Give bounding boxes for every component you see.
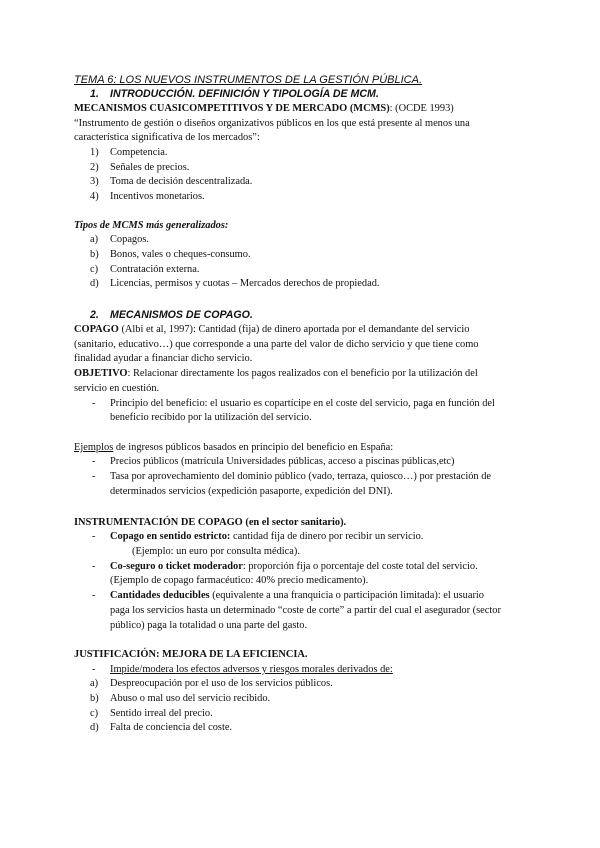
list-text: Toma de decisión descentralizada. <box>110 176 253 187</box>
document-title: TEMA 6: LOS NUEVOS INSTRUMENTOS DE LA GESTIÓN PÚBLICA. <box>74 74 422 86</box>
list-marker: a) <box>90 678 99 689</box>
list-text: Contratación externa. <box>110 264 200 275</box>
list-marker: - <box>92 456 96 467</box>
list-marker: d) <box>90 278 99 289</box>
copago-line-2: (sanitario, educativo…) que corresponde a una parte del valor de dicho servicio y que tiene como <box>74 339 479 350</box>
list-marker: c) <box>90 708 99 719</box>
copago-definition: (Albi et al, 1997): Cantidad (fija) de dinero aportada por el demandante del servicio <box>118 324 470 335</box>
list-marker: - <box>92 471 96 482</box>
list-marker: b) <box>90 693 99 704</box>
list-text: Tasa por aprovechamiento del dominio público (vado, terraza, quiosco…) por prestación de <box>110 471 491 482</box>
list-text <box>110 530 423 544</box>
section-1-title: INTRODUCCIÓN. DEFINICIÓN Y TIPOLOGÍA DE MCM. <box>110 88 379 100</box>
deducibles-term: Cantidades deducibles <box>110 590 210 601</box>
types-heading: Tipos de MCMS más generalizados: <box>74 220 229 231</box>
list-marker: 3) <box>90 176 99 187</box>
objetivo-line-1 <box>74 367 534 381</box>
section-2-title: MECANISMOS DE COPAGO. <box>110 309 253 321</box>
list-text: paga los servicios hasta un determinado “coste de corte” a partir del cual el asegurador (sector <box>110 605 501 616</box>
deducibles-definition: (equivalente a una franquicia o participación limitada): el usuario <box>209 590 484 601</box>
list-marker: 1) <box>90 147 99 158</box>
list-text: Copagos. <box>110 234 149 245</box>
list-text: Precios públicos (matrícula Universidades públicas, acceso a piscinas públicas,etc) <box>110 456 455 467</box>
mcm-term: MECANISMOS CUASICOMPETITIVOS Y DE MERCADO (MCMS) <box>74 103 390 114</box>
objetivo-line-2: servicio en cuestión. <box>74 383 160 394</box>
list-text: determinados servicios (expedición pasaporte, expedición del DNI). <box>110 486 393 497</box>
list-text: Sentido irreal del precio. <box>110 708 213 719</box>
list-text: Señales de precios. <box>110 162 190 173</box>
list-text: público) paga la totalidad o una parte del gasto. <box>110 620 308 631</box>
section-1-number: 1. <box>90 88 99 100</box>
list-marker: 2) <box>90 162 99 173</box>
justificacion-heading: JUSTIFICACIÓN: MEJORA DE LA EFICIENCIA. <box>74 649 308 660</box>
list-marker: - <box>92 664 96 675</box>
example-text: (Ejemplo de copago farmacéutico: 40% precio medicamento). <box>110 575 369 586</box>
objetivo-definition: : Relacionar directamente los pagos realizados con el beneficio por la utilización del <box>127 368 478 379</box>
list-text <box>110 560 478 574</box>
copago-estricto-definition: cantidad fija de dinero por recibir un servicio. <box>230 531 424 542</box>
mcm-quote-line-2: característica significativa de los mercados”: <box>74 132 260 143</box>
list-marker: a) <box>90 234 99 245</box>
section-2-number: 2. <box>90 309 99 321</box>
list-text: Competencia. <box>110 147 168 158</box>
mcm-definition-line <box>74 102 534 116</box>
list-text: Impide/modera los efectos adversos y riesgos morales derivados de: <box>110 664 393 675</box>
copago-line-3: finalidad ayudar a financiar dicho servicio. <box>74 353 253 364</box>
list-marker: - <box>92 590 96 601</box>
list-marker: - <box>92 561 96 572</box>
mcm-quote-line-1: “Instrumento de gestión o diseños organizativos públicos en los que está presente al menos una <box>74 118 470 129</box>
list-text: Abuso o mal uso del servicio recibido. <box>110 693 271 704</box>
copago-term: COPAGO <box>74 324 119 335</box>
example-text: (Ejemplo: un euro por consulta médica). <box>132 546 300 557</box>
coseguro-definition: : proporción fija o porcentaje del coste total del servicio. <box>242 561 478 572</box>
coseguro-term: Co-seguro o ticket moderador <box>110 561 243 572</box>
list-text <box>110 589 484 603</box>
instrumentacion-heading: INSTRUMENTACIÓN DE COPAGO (en el sector sanitario). <box>74 517 347 528</box>
list-marker: 4) <box>90 191 99 202</box>
principio-line-2: beneficio recibido por la utilización del servicio. <box>110 412 312 423</box>
list-text: Bonos, vales o cheques-consumo. <box>110 249 251 260</box>
list-text: Despreocupación por el uso de los servicios públicos. <box>110 678 333 689</box>
list-marker: - <box>92 398 96 409</box>
list-marker: - <box>92 531 96 542</box>
list-marker: b) <box>90 249 99 260</box>
copago-estricto-term: Copago en sentido estricto: <box>110 531 231 542</box>
principio-line-1: Principio del beneficio: el usuario es copartícipe en el coste del servicio, paga en función del <box>110 398 495 409</box>
ejemplos-line <box>74 441 534 455</box>
ejemplos-text: de ingresos públicos basados en principio del beneficio en España: <box>113 442 394 453</box>
list-text: Incentivos monetarios. <box>110 191 205 202</box>
list-marker: d) <box>90 722 99 733</box>
objetivo-term: OBJETIVO <box>74 368 128 379</box>
ejemplos-term: Ejemplos <box>74 442 114 453</box>
list-marker: c) <box>90 264 99 275</box>
mcm-source: : (OCDE 1993) <box>389 103 454 114</box>
copago-line-1 <box>74 323 534 337</box>
list-text: Licencias, permisos y cuotas – Mercados derechos de propiedad. <box>110 278 380 289</box>
list-text: Falta de conciencia del coste. <box>110 722 233 733</box>
